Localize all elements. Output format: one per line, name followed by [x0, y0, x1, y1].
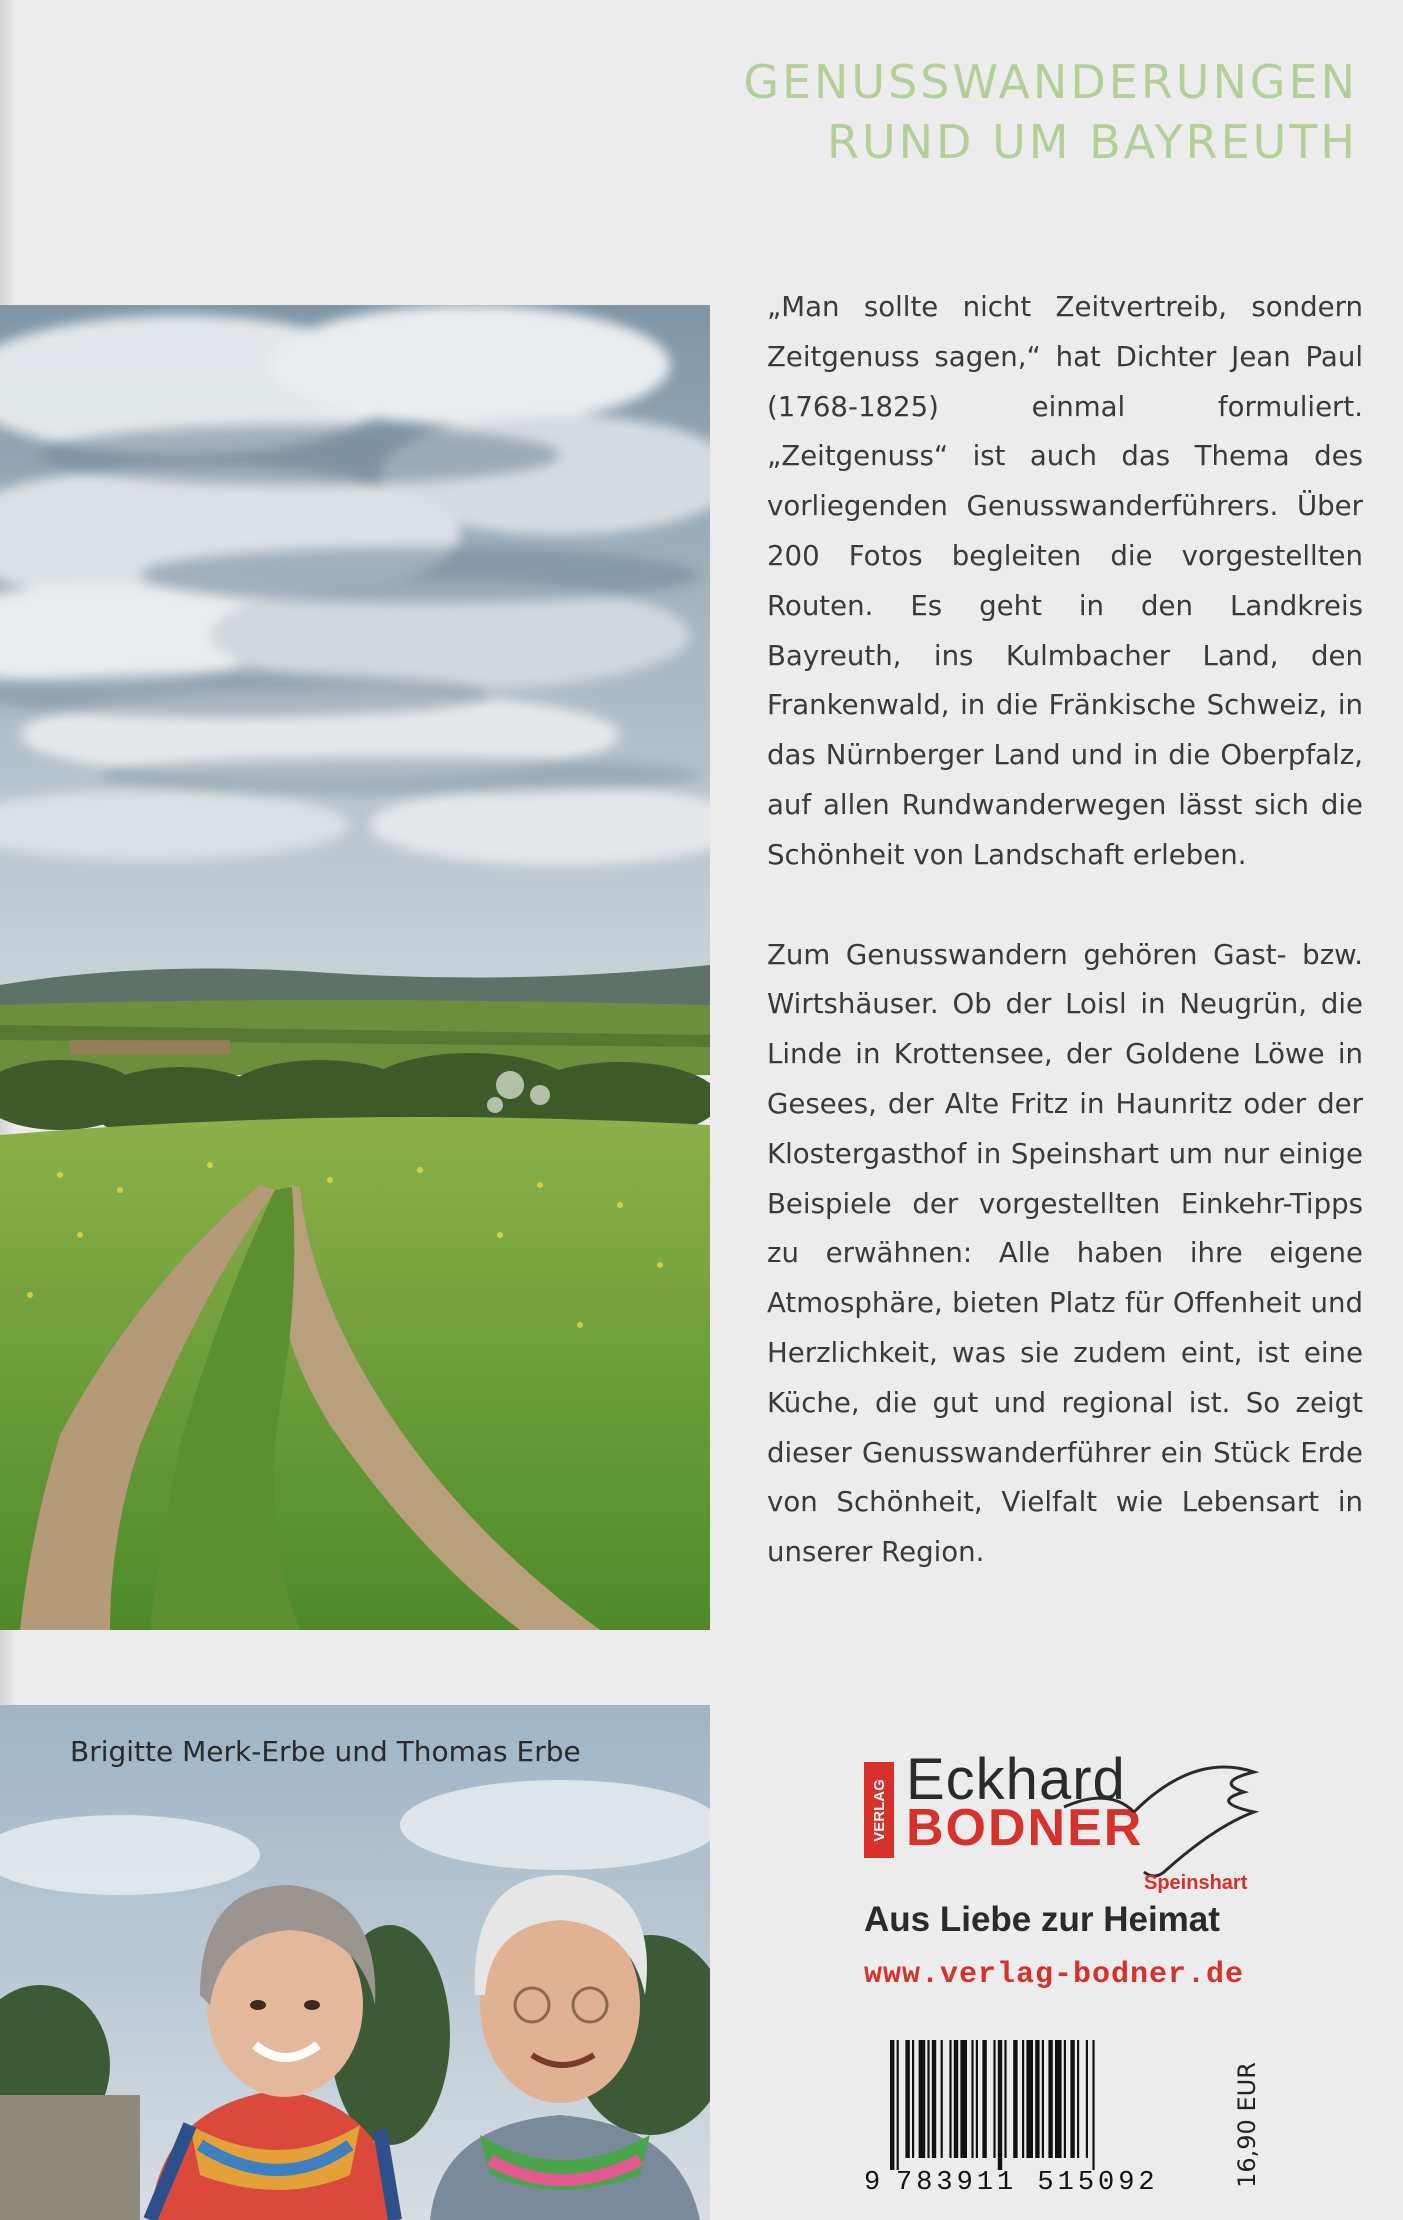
title-line-1: GENUSSWANDERUNGEN	[743, 55, 1358, 109]
verlag-label: VERLAG	[870, 1778, 888, 1842]
barcode-bar	[927, 2040, 929, 2158]
publisher-name-line-1: Eckhard	[906, 1747, 1126, 1812]
barcode-bar	[941, 2040, 943, 2158]
barcode-bar	[1077, 2040, 1079, 2158]
publisher-name-line-2: BODNER	[906, 1799, 1144, 1857]
barcode-bar	[971, 2040, 973, 2158]
barcode-bar	[1055, 2040, 1062, 2158]
author-names: Brigitte Merk-Erbe und Thomas Erbe	[70, 1735, 581, 1768]
price-label	[1227, 2040, 1267, 2210]
barcode-bar	[919, 2040, 926, 2158]
barcode-bar	[976, 2040, 978, 2158]
barcode-bar	[1092, 2040, 1094, 2170]
barcode-bar	[1013, 2040, 1017, 2158]
barcode-bar	[890, 2040, 894, 2170]
publisher-slogan: Aus Liebe zur Heimat	[864, 1900, 1220, 1939]
barcode-bars	[868, 2040, 1228, 2170]
barcode-bar	[960, 2040, 967, 2158]
barcode-bar	[1026, 2040, 1033, 2158]
barcode-bar	[993, 2040, 995, 2158]
barcode-bar	[949, 2040, 951, 2158]
barcode-bar	[1022, 2040, 1024, 2158]
barcode-bar	[932, 2040, 936, 2158]
barcode-digits	[896, 2168, 1256, 2198]
barcode-bar	[1070, 2040, 1074, 2158]
barcode-bar	[998, 2040, 1002, 2170]
blurb-text	[767, 282, 1363, 1627]
barcode-bar	[1035, 2040, 1039, 2158]
barcode-bar	[982, 2040, 986, 2158]
isbn-barcode	[864, 2040, 1228, 2210]
barcode-bar	[954, 2040, 958, 2158]
verlag-badge	[864, 1762, 894, 1858]
barcode-bar	[1086, 2040, 1088, 2158]
landscape-photo	[0, 305, 710, 1630]
price-text: 16,90 EUR	[1233, 2062, 1261, 2188]
author-photo	[0, 1705, 710, 2220]
barcode-bar	[905, 2040, 909, 2158]
barcode-bar	[1004, 2040, 1006, 2158]
barcode-bar	[897, 2040, 899, 2170]
barcode-bar	[1042, 2040, 1044, 2158]
barcode-bar	[912, 2040, 914, 2158]
barcode-digits-text: 783911 515092	[896, 2168, 1159, 2198]
barcode-bar	[1064, 2040, 1066, 2158]
blurb-paragraph-1: „Man sollte nicht Zeitvertreib, sondern Zeitgenuss sagen,“ hat Dichter Jean Paul (1768-1825) einmal formuliert. „Zeitgenuss“ ist auch das Thema des vorliegenden Genusswanderführers. Über 200 Fotos begleiten die vorgestellten Routen. Es geht in den Landkreis Bayreuth, ins Kulmbacher Land, den Frankenwald, in die Fränkische Schweiz, in das Nürnberger Land und in die Oberpfalz, auf allen Rundwanderwegen lässt sich die Schönheit von Landschaft erleben.	[767, 290, 1363, 871]
publisher-website[interactable]: www.verlag-bodner.de	[864, 1958, 1245, 1992]
title-line-2: RUND UM BAYREUTH	[827, 115, 1358, 169]
blurb-paragraph-2: Zum Genusswandern gehören Gast- bzw. Wirtshäuser. Ob der Loisl in Neugrün, die Linde in Krottensee, der Goldene Löwe in Gesees, der Alte Fritz in Haunritz oder der Klostergasthof in Speinshart um nur einige Beispiele der vorgestellten Einkehr-Tipps zu erwähnen: Alle haben ihre eigene Atmosphäre, bieten Platz für Offenheit und Herzlichkeit, was sie zudem eint, ist eine Küche, die gut und regional ist. So zeigt dieser Genusswanderführer ein Stück Erde von Schönheit, Vielfalt wie Lebensart in unserer Region.	[767, 937, 1363, 1569]
swoosh-icon	[1014, 1752, 1284, 1882]
publisher-place: Speinshart	[1144, 1872, 1248, 1894]
barcode-bar	[1048, 2040, 1052, 2158]
book-title	[743, 52, 1358, 172]
barcode-first-digit: 9	[864, 2168, 881, 2198]
